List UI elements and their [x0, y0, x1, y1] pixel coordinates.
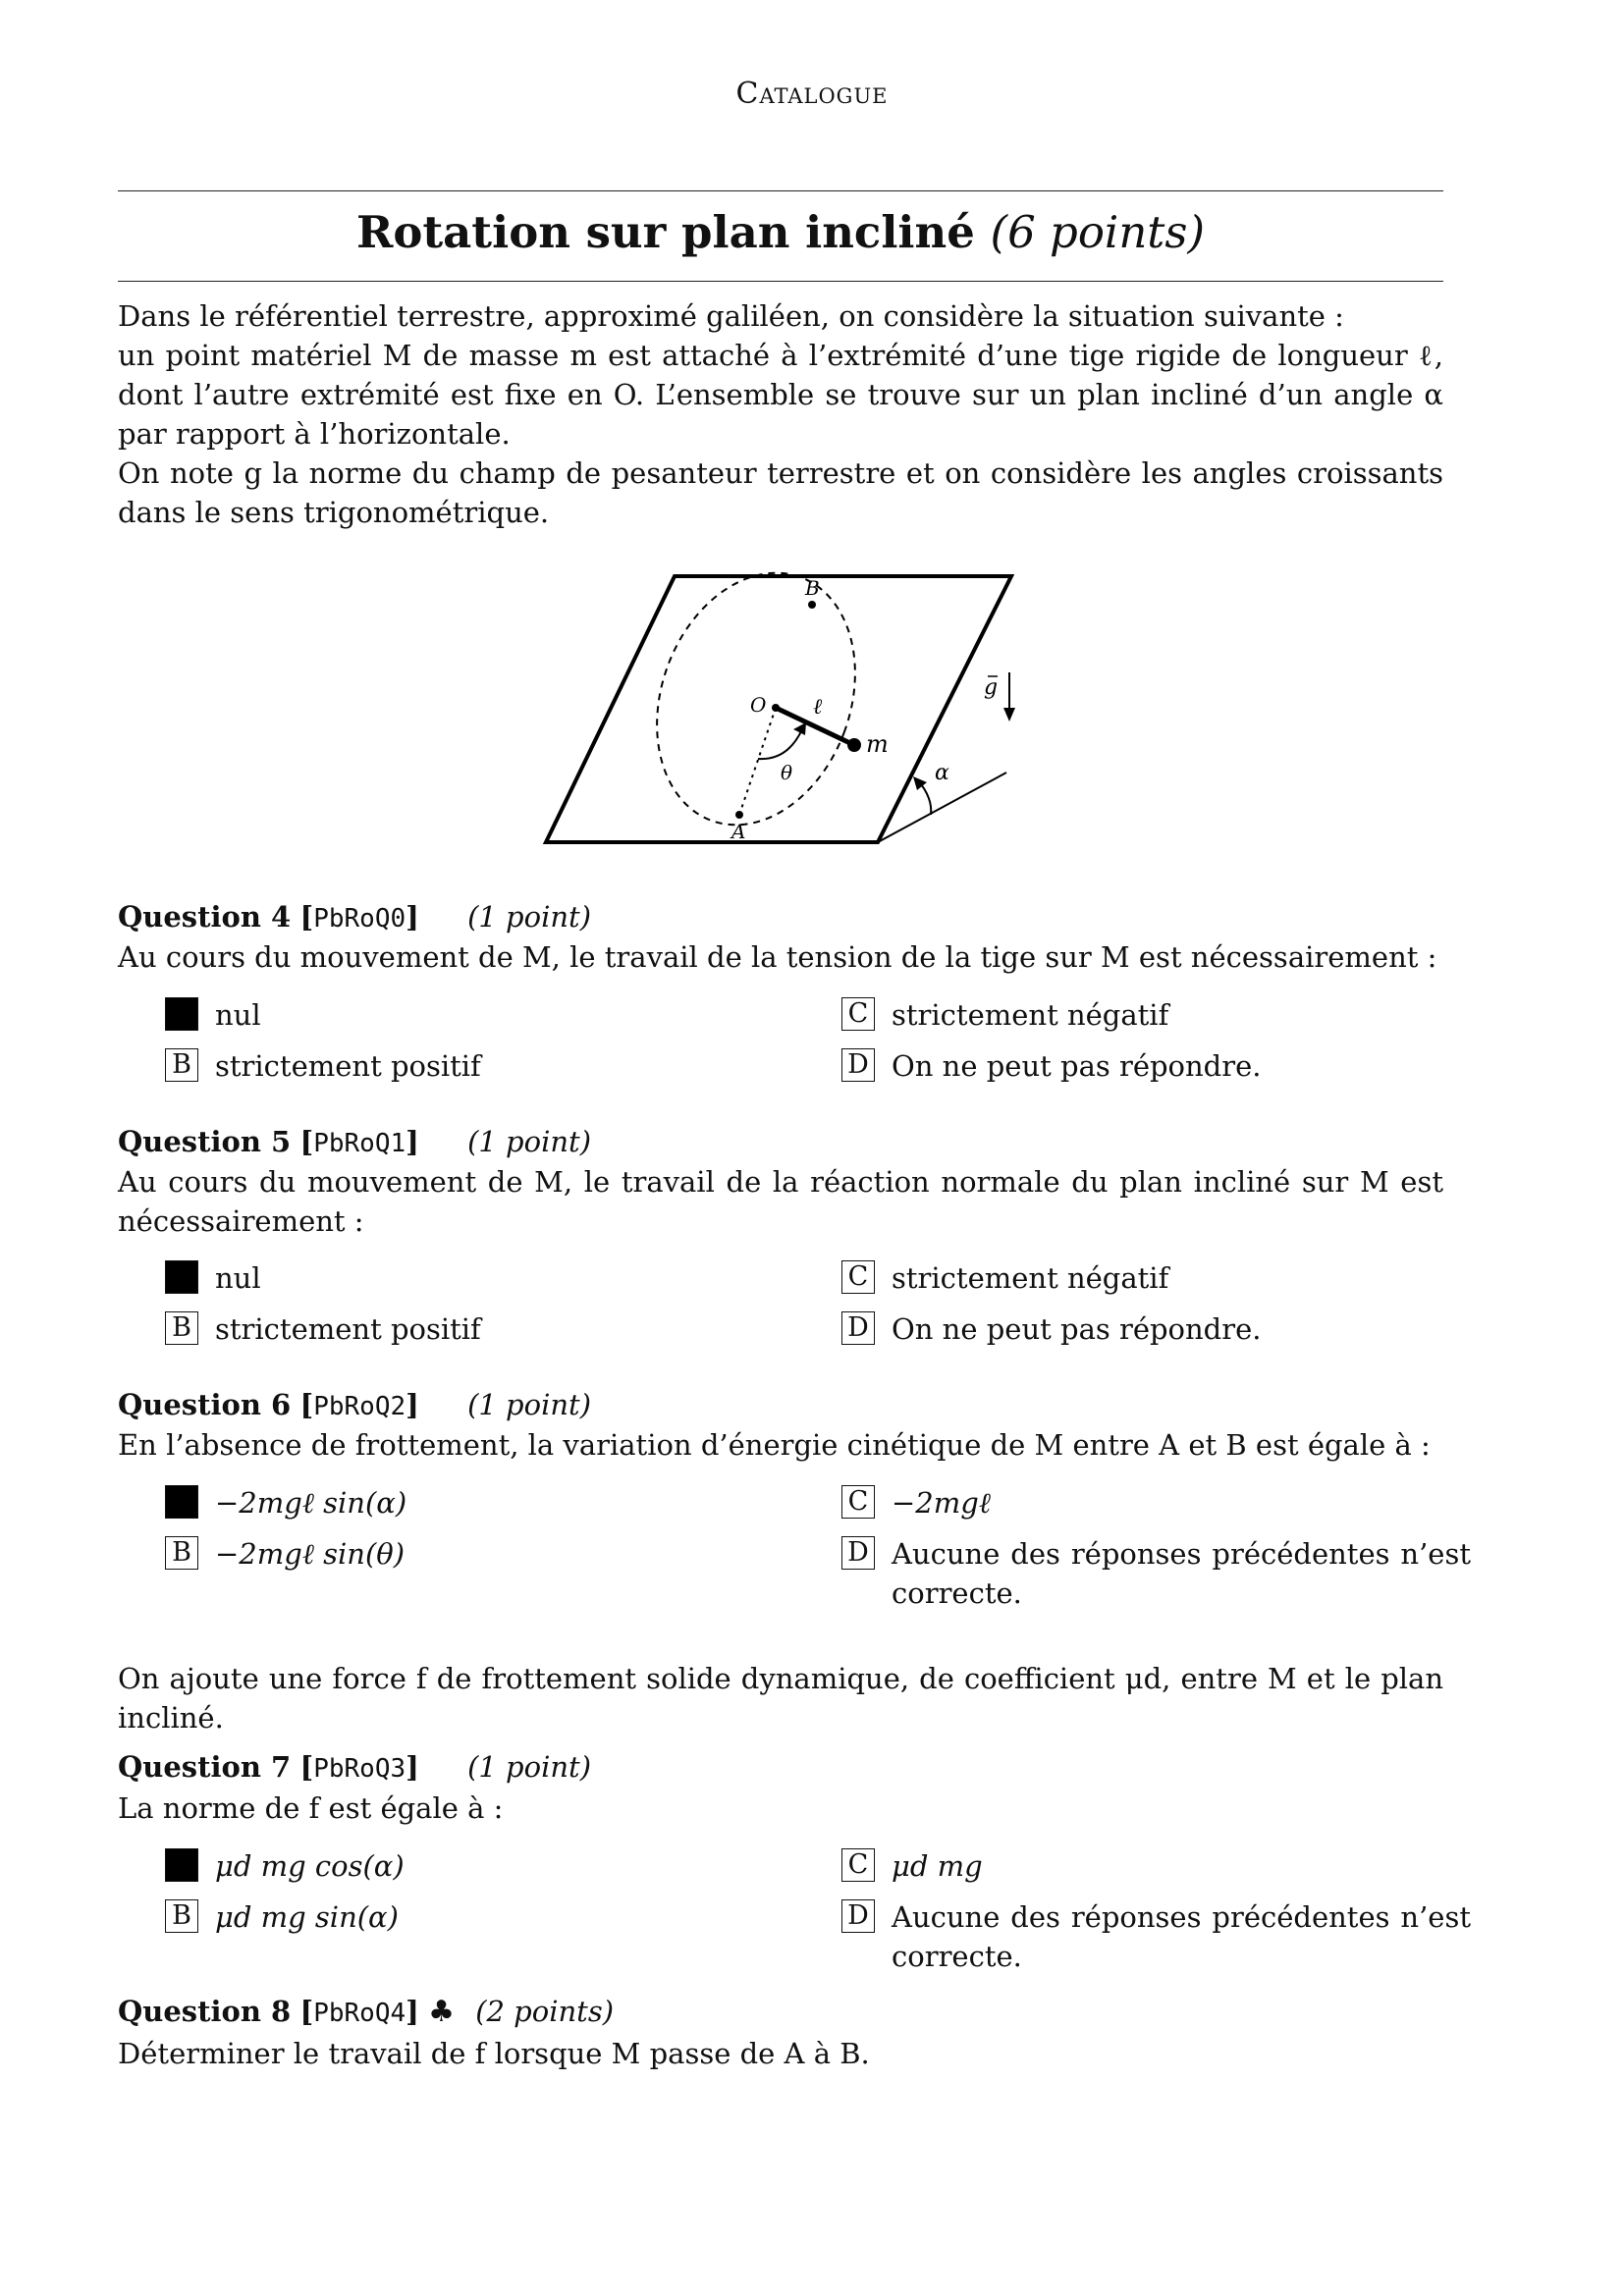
question-points: (1 point): [467, 1125, 592, 1158]
checkbox[interactable]: C: [841, 1260, 875, 1294]
checkbox[interactable]: C: [841, 997, 875, 1031]
label-m: m: [866, 730, 889, 758]
mass-point: [847, 738, 861, 752]
question-8-text: Déterminer le travail de f lorsque M passe de A à B.: [118, 2037, 870, 2070]
theta-arc: [758, 729, 802, 759]
question-7-header: Question 7 [PbRoQ3] (1 point): [118, 1750, 592, 1784]
checkbox-filled[interactable]: [165, 1260, 198, 1294]
q5-option-a[interactable]: nul: [165, 1258, 794, 1298]
question-5-text: Au cours du mouvement de M, le travail de la réaction normale du plan incliné sur M est nécessairement :: [118, 1165, 1443, 1238]
q7-option-a[interactable]: μd mg cos(α): [165, 1846, 794, 1886]
question-number: Question 6: [118, 1388, 292, 1421]
intro-line-2: un point matériel M de masse m est attaché à l’extrémité d’une tige rigide de longueur ℓ, dont l’autre extrémité est fixe en O. L’ensemble se trouve sur un plan incliné d’un angle α par rapport à l’horizontale.: [118, 339, 1443, 451]
label-g: g: [984, 675, 999, 700]
question-number: Question 8: [118, 1995, 292, 2028]
gravity-arrowhead: [1003, 708, 1015, 721]
question-points: (1 point): [467, 1388, 592, 1421]
point-o: [772, 704, 780, 712]
question-6-text: En l’absence de frottement, la variation d’énergie cinétique de M entre A et B est égale à :: [118, 1428, 1431, 1462]
reference-axis: [739, 708, 776, 815]
q6-option-c[interactable]: C −2mgℓ: [841, 1483, 1471, 1522]
question-4-header: Question 4 [PbRoQ0] (1 point): [118, 900, 592, 934]
title-rule-bottom: [118, 281, 1443, 282]
inclined-plane-figure: [530, 564, 1041, 859]
q5-option-b[interactable]: B strictement positif: [165, 1309, 794, 1349]
q7-option-d[interactable]: D Aucune des réponses précédentes n’est correcte.: [841, 1897, 1471, 1976]
q4-option-b[interactable]: B strictement positif: [165, 1046, 794, 1086]
question-points: (1 point): [467, 900, 592, 934]
question-code: PbRoQ4: [313, 1999, 406, 2028]
q5-option-d[interactable]: D On ne peut pas répondre.: [841, 1309, 1471, 1349]
checkbox[interactable]: B: [165, 1536, 198, 1570]
label-theta: θ: [781, 761, 793, 784]
q4-option-a[interactable]: nul: [165, 995, 794, 1035]
checkbox[interactable]: D: [841, 1048, 875, 1082]
question-code: PbRoQ3: [313, 1754, 406, 1784]
question-number: Question 7: [118, 1750, 292, 1784]
question-8-header: Question 8 [PbRoQ4] ♣ (2 points): [118, 1995, 615, 2029]
checkbox[interactable]: B: [165, 1048, 198, 1082]
label-a: A: [731, 820, 746, 843]
q6-option-a[interactable]: −2mgℓ sin(α): [165, 1483, 794, 1522]
club-icon: ♣: [428, 1995, 455, 2029]
intro-text: [118, 296, 1443, 532]
question-points: (2 points): [475, 1995, 615, 2028]
intro-line-1: Dans le référentiel terrestre, approximé galiléen, on considère la situation suivante :: [118, 299, 1344, 333]
q4-option-d[interactable]: D On ne peut pas répondre.: [841, 1046, 1471, 1086]
question-number: Question 4: [118, 900, 292, 934]
q4-option-c[interactable]: C strictement négatif: [841, 995, 1471, 1035]
checkbox[interactable]: B: [165, 1311, 198, 1345]
label-l: ℓ: [813, 695, 823, 720]
checkbox[interactable]: D: [841, 1899, 875, 1933]
label-b: B: [805, 576, 820, 600]
question-6-header: Question 6 [PbRoQ2] (1 point): [118, 1388, 592, 1421]
checkbox[interactable]: C: [841, 1848, 875, 1882]
question-code: PbRoQ1: [313, 1129, 406, 1158]
checkbox[interactable]: C: [841, 1485, 875, 1519]
intro-line-3: On note g la norme du champ de pesanteur terrestre et on considère les angles croissants dans le sens trigonométrique.: [118, 456, 1443, 529]
title-rule-top: [118, 190, 1443, 191]
section-title-points: (6 points): [990, 206, 1206, 258]
section-title: [118, 206, 1443, 258]
q7-option-c[interactable]: C μd mg: [841, 1846, 1471, 1886]
question-code: PbRoQ0: [313, 904, 406, 934]
q5-option-c[interactable]: C strictement négatif: [841, 1258, 1471, 1298]
question-code: PbRoQ2: [313, 1392, 406, 1421]
question-points: (1 point): [467, 1750, 592, 1784]
checkbox-filled[interactable]: [165, 1848, 198, 1882]
point-a: [735, 811, 743, 819]
point-b: [808, 601, 816, 609]
label-o: O: [750, 693, 767, 717]
checkbox[interactable]: B: [165, 1899, 198, 1933]
label-alpha: α: [935, 761, 949, 785]
running-header: Catalogue: [735, 77, 889, 111]
checkbox-filled[interactable]: [165, 997, 198, 1031]
checkbox[interactable]: D: [841, 1536, 875, 1570]
checkbox-filled[interactable]: [165, 1485, 198, 1519]
q6-option-b[interactable]: B −2mgℓ sin(θ): [165, 1534, 794, 1574]
question-number: Question 5: [118, 1125, 292, 1158]
section-title-text: Rotation sur plan incliné: [355, 206, 975, 258]
friction-note: On ajoute une force f de frottement solide dynamique, de coefficient μd, entre M et le plan incliné.: [118, 1662, 1443, 1735]
question-7-text: La norme de f est égale à :: [118, 1791, 504, 1825]
question-5-header: Question 5 [PbRoQ1] (1 point): [118, 1125, 592, 1158]
q7-option-b[interactable]: B μd mg sin(α): [165, 1897, 794, 1937]
q6-option-d[interactable]: D Aucune des réponses précédentes n’est correcte.: [841, 1534, 1471, 1613]
checkbox[interactable]: D: [841, 1311, 875, 1345]
question-4-text: Au cours du mouvement de M, le travail de la tension de la tige sur M est nécessairement :: [118, 940, 1437, 974]
